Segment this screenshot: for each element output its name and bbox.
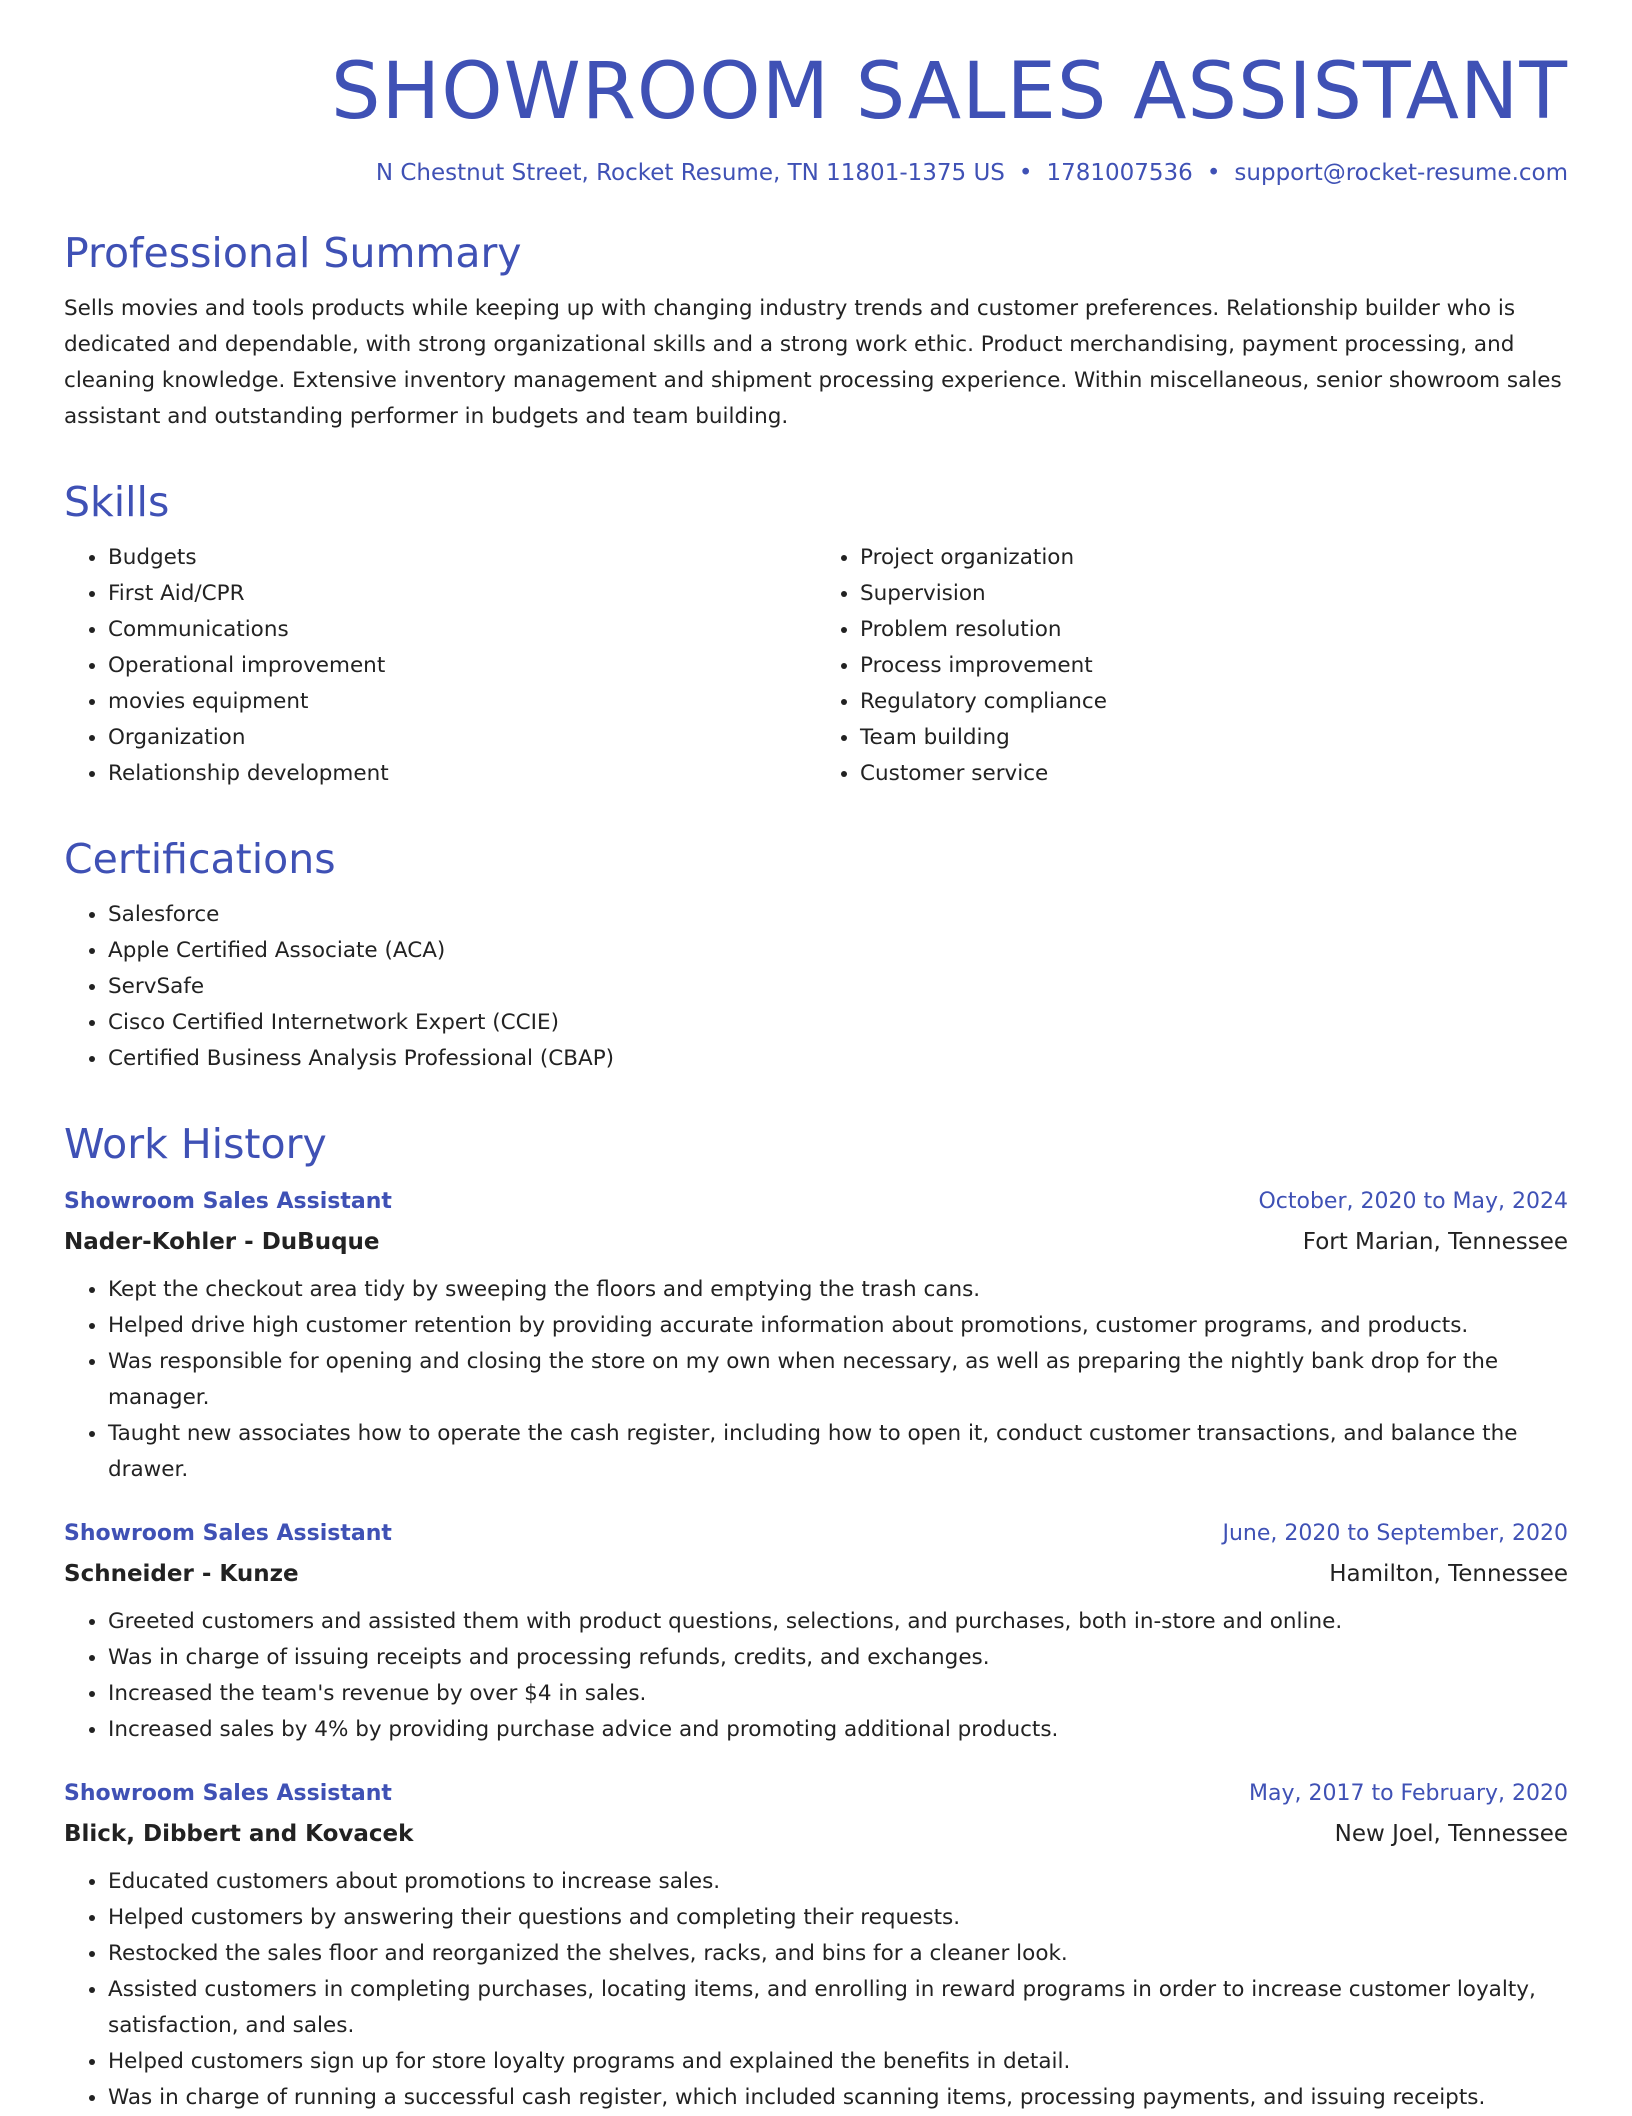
summary-text: Sells movies and tools products while keeping up with changing industry trends and customer preferences. Relationship builder who is dedicated and dependable, with strong organizational skills and a strong work ethic. Product merchandising, payment processing, and cleaning knowledge. Extensive inventory management and shipment processing experience. Within miscellaneous, senior showroom sales assistant and outstanding performer in budgets and team building. (64, 295, 1562, 429)
job-bullet: • Was in charge of issuing receipts and processing refunds, credits, and exchanges. (108, 1640, 1568, 1676)
skills-list-left (64, 540, 816, 792)
job-bullets (64, 1864, 1568, 2116)
section-heading-certifications: Certifications (64, 834, 336, 883)
skill-item: • Regulatory compliance (860, 684, 1568, 720)
job-title-row (64, 1514, 1568, 1554)
skill-item: • Organization (108, 720, 816, 756)
job-bullet: • Helped drive high customer retention by providing accurate information about promotions, customer programs, and products. (108, 1308, 1568, 1344)
job-bullet: • Greeted customers and assisted them with product questions, selections, and purchases, both in-store and online. (108, 1604, 1568, 1640)
job-bullet: • Educated customers about promotions to increase sales. (108, 1864, 1568, 1900)
job-bullet: • Helped customers sign up for store loyalty programs and explained the benefits in detail. (108, 2044, 1568, 2080)
certification-item: • ServSafe (108, 969, 1568, 1005)
section-heading-work-history: Work History (64, 1120, 327, 1169)
skills-section (64, 479, 1568, 792)
skill-item: • First Aid/CPR (108, 576, 816, 612)
resume-page (64, 48, 1568, 2116)
job-company-row (64, 1554, 1568, 1594)
job-company-row (64, 1222, 1568, 1262)
contact-separator: • (1018, 159, 1033, 186)
resume-header (64, 48, 1568, 186)
contact-line (64, 160, 1568, 186)
skill-item: • movies equipment (108, 684, 816, 720)
job-bullet: • Helped customers by answering their questions and completing their requests. (108, 1900, 1568, 1936)
job-bullets (64, 1604, 1568, 1748)
job-title: Showroom Sales Assistant (64, 1781, 392, 1807)
skill-item: • Problem resolution (860, 612, 1568, 648)
section-heading-skills: Skills (64, 477, 170, 526)
skill-item: • Budgets (108, 540, 816, 576)
job-bullet: • Increased sales by 4% by providing purchase advice and promoting additional products. (108, 1712, 1568, 1748)
skill-item: • Communications (108, 612, 816, 648)
job-company-row (64, 1814, 1568, 1854)
job-dates: October, 2020 to May, 2024 (1258, 1189, 1568, 1215)
job-title: Showroom Sales Assistant (64, 1521, 392, 1547)
job-bullet: • Was in charge of running a successful cash register, which included scanning items, processing payments, and issuing receipts. (108, 2080, 1568, 2116)
summary-section (64, 230, 1568, 435)
job-bullet: • Taught new associates how to operate the cash register, including how to open it, conduct customer transactions, and balance the drawer. (108, 1416, 1568, 1488)
job-bullets (64, 1272, 1568, 1488)
job-bullet: • Kept the checkout area tidy by sweeping the floors and emptying the trash cans. (108, 1272, 1568, 1308)
contact-address: N Chestnut Street, Rocket Resume, TN 11801-1375 US (375, 159, 1005, 186)
work-history-section (64, 1121, 1568, 2116)
job-bullet: • Restocked the sales floor and reorganized the shelves, racks, and bins for a cleaner look. (108, 1936, 1568, 1972)
job-company: Nader-Kohler - DuBuque (64, 1229, 380, 1256)
contact-phone: 1781007536 (1046, 159, 1193, 186)
skills-grid (64, 540, 1568, 792)
job-title-row (64, 1774, 1568, 1814)
job-location: New Joel, Tennessee (1334, 1821, 1568, 1848)
certifications-section (64, 836, 1568, 1077)
resume-title: SHOWROOM SALES ASSISTANT (331, 47, 1568, 137)
job-bullet: • Was responsible for opening and closing the store on my own when necessary, as well as preparing the nightly bank drop for the manager. (108, 1344, 1568, 1416)
section-heading-summary: Professional Summary (64, 228, 522, 277)
job-title-row (64, 1182, 1568, 1222)
job-dates: June, 2020 to September, 2020 (1222, 1521, 1568, 1547)
skill-item: • Relationship development (108, 756, 816, 792)
job-entry (64, 1774, 1568, 2116)
skill-item: • Project organization (860, 540, 1568, 576)
job-title: Showroom Sales Assistant (64, 1189, 392, 1215)
skill-item: • Supervision (860, 576, 1568, 612)
certification-item: • Salesforce (108, 897, 1568, 933)
job-location: Fort Marian, Tennessee (1302, 1229, 1568, 1256)
certification-item: • Certified Business Analysis Professional (CBAP) (108, 1041, 1568, 1077)
job-company: Schneider - Kunze (64, 1561, 299, 1588)
job-entry (64, 1514, 1568, 1748)
skills-list-right (816, 540, 1568, 792)
contact-email: support@rocket-resume.com (1234, 159, 1568, 186)
skill-item: • Process improvement (860, 648, 1568, 684)
certification-item: • Apple Certified Associate (ACA) (108, 933, 1568, 969)
job-entry (64, 1182, 1568, 1488)
skill-item: • Operational improvement (108, 648, 816, 684)
job-bullet: • Assisted customers in completing purchases, locating items, and enrolling in reward programs in order to increase customer loyalty, satisfaction, and sales. (108, 1972, 1568, 2044)
job-company: Blick, Dibbert and Kovacek (64, 1821, 414, 1848)
job-location: Hamilton, Tennessee (1329, 1561, 1568, 1588)
certifications-list (64, 897, 1568, 1077)
job-bullet: • Increased the team's revenue by over $4 in sales. (108, 1676, 1568, 1712)
certification-item: • Cisco Certified Internetwork Expert (CCIE) (108, 1005, 1568, 1041)
job-dates: May, 2017 to February, 2020 (1249, 1781, 1568, 1807)
skill-item: • Customer service (860, 756, 1568, 792)
skill-item: • Team building (860, 720, 1568, 756)
contact-separator: • (1206, 159, 1221, 186)
